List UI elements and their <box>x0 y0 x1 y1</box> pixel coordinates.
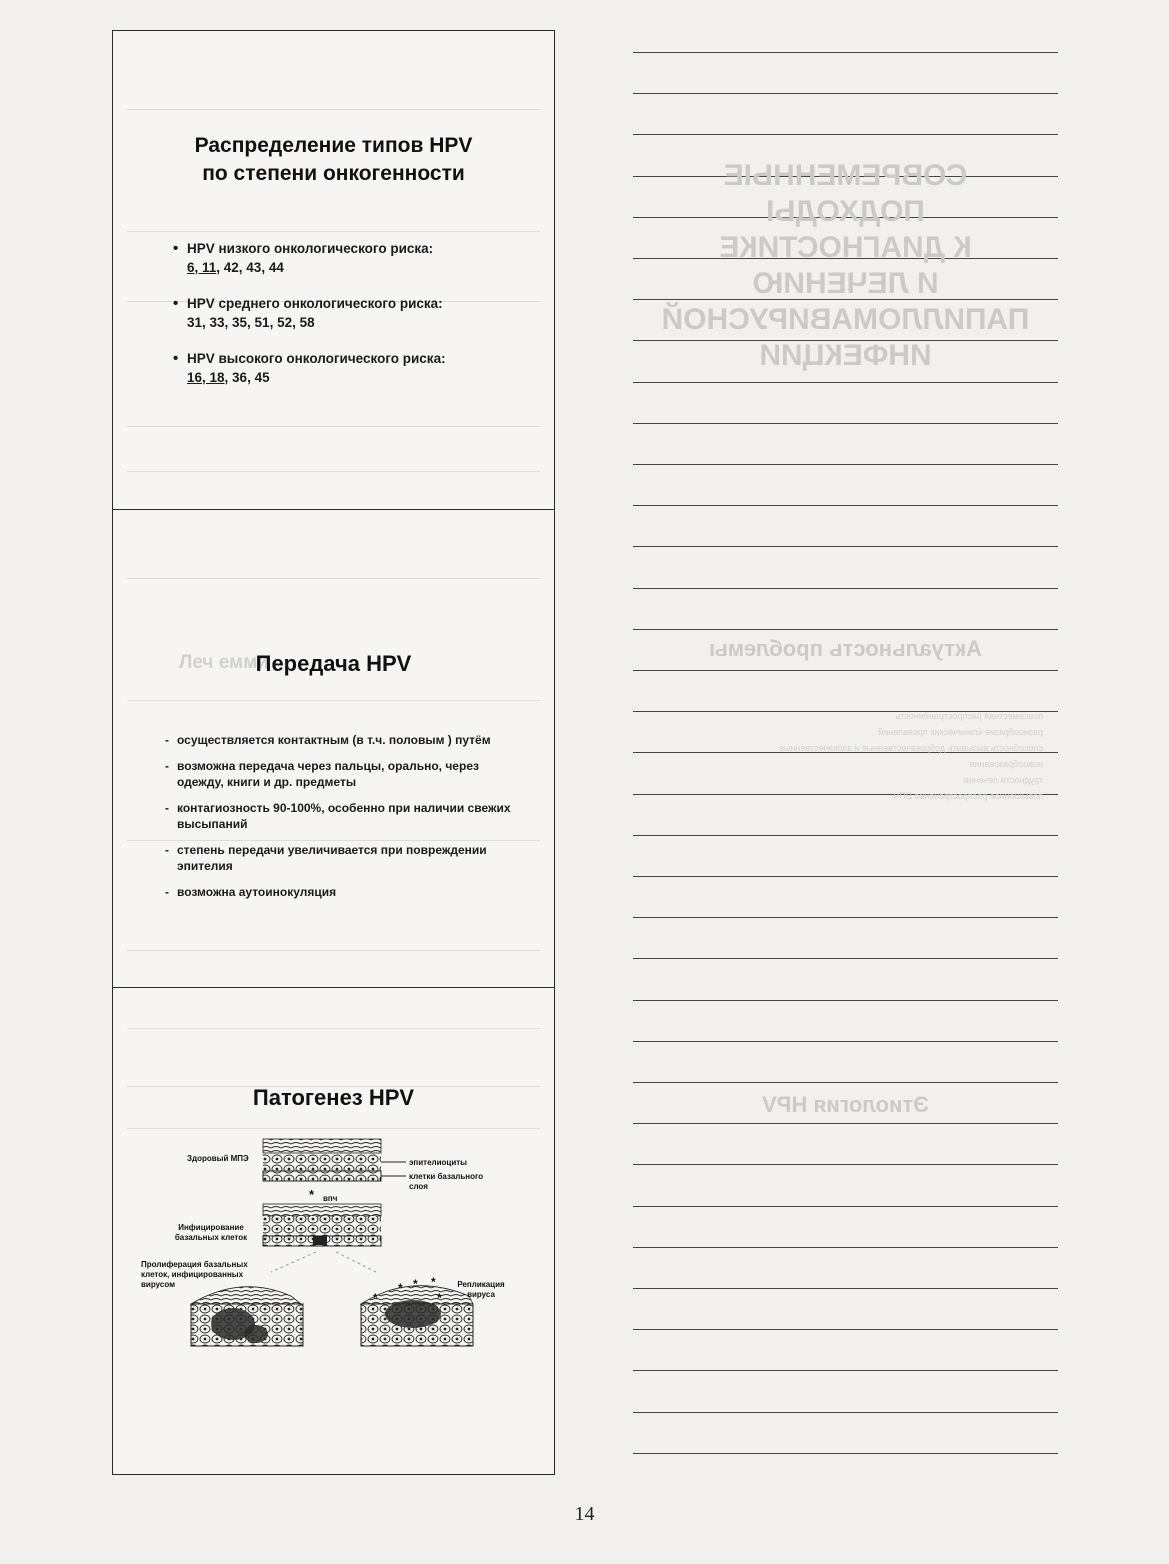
risk-item-high <box>173 349 530 387</box>
risk-label: HPV высокого онкологического риска: <box>187 351 446 366</box>
ruled-line <box>633 1041 1058 1042</box>
bleed-item: повсеместная распространённость <box>895 711 1043 721</box>
ruled-line <box>633 423 1058 424</box>
ruled-line <box>633 1412 1058 1413</box>
bleed-through-list <box>713 708 1043 804</box>
ruled-line <box>633 546 1058 547</box>
bleed-through-heading: Актуальность проблемы <box>709 636 982 661</box>
label-vpch: впч <box>323 1194 338 1203</box>
transmission-item: - осуществляется контактным (в т.ч. половым ) путём <box>165 732 524 748</box>
slide-hpv-distribution <box>113 31 554 509</box>
ruled-line <box>633 1000 1058 1001</box>
ruled-line <box>633 588 1058 589</box>
label-proliferation: Пролиферация базальных клеток, инфицированных вирусом <box>141 1260 248 1289</box>
bleed-through-etiology: Этиология HPV <box>762 1092 929 1117</box>
bleed-item: способность вызывать доброкачественные и злокачественные новообразования <box>778 743 1043 769</box>
ruled-line <box>633 835 1058 836</box>
ruled-line <box>633 1123 1058 1124</box>
bleed-line <box>127 426 540 427</box>
label-healthy: Здоровый МПЭ <box>187 1154 249 1163</box>
pathogenesis-diagram <box>141 1134 531 1454</box>
ruled-line <box>633 1164 1058 1165</box>
bleed-line-text: И ЛЕЧЕНИЮ <box>752 267 939 300</box>
bleed-line-text: К ДИАГНОСТИКЕ <box>719 231 972 264</box>
risk-item-medium <box>173 294 530 332</box>
bleed-line-text: СОВРЕМЕННЫЕ <box>723 159 968 192</box>
transmission-list <box>165 732 524 910</box>
transmission-item: - контагиозность 90-100%, особенно при наличии свежих высыпаний <box>165 800 524 832</box>
transmission-item: - степень передачи увеличивается при повреждении эпителия <box>165 842 524 874</box>
bleed-ghost-text: Леч емми <box>179 652 269 673</box>
virus-asterisk: * <box>373 1291 378 1305</box>
arrow-right <box>336 1252 376 1272</box>
virus-asterisk: * <box>398 1281 403 1295</box>
risk-values-rest: 31, 33, 35, 51, 52, 58 <box>187 315 315 330</box>
risk-label: HPV среднего онкологического риска: <box>187 296 443 311</box>
risk-values <box>187 313 530 332</box>
bleed-item: трудности лечения <box>963 775 1043 785</box>
ruled-line <box>633 670 1058 671</box>
label-infection: Инфицирование базальных клеток <box>174 1223 248 1242</box>
label-basal-cells: клетки базального слоя <box>409 1172 484 1191</box>
risk-values-rest: , 42, 43, 44 <box>216 260 284 275</box>
ruled-line <box>633 93 1058 94</box>
ruled-line <box>633 134 1058 135</box>
arrow-left <box>271 1252 316 1272</box>
risk-values <box>187 258 530 277</box>
bleed-through-title <box>633 158 1058 374</box>
ruled-line <box>633 52 1058 53</box>
ruled-line <box>633 1206 1058 1207</box>
ruled-line <box>633 629 1058 630</box>
risk-item-low <box>173 239 530 277</box>
transmission-item: - возможна аутоинокуляция <box>165 884 524 900</box>
label-epitheliocytes: эпителиоциты <box>409 1158 468 1167</box>
risk-values <box>187 368 530 387</box>
ruled-line <box>633 464 1058 465</box>
bleed-line <box>127 700 540 701</box>
transmission-item: - возможна передача через пальцы, орально, через одежду, книги и др. предметы <box>165 758 524 790</box>
bleed-line <box>127 578 540 579</box>
ruled-line <box>633 917 1058 918</box>
ruled-line <box>633 1370 1058 1371</box>
label-replication: Репликация вируса <box>457 1280 505 1299</box>
ruled-line <box>633 1247 1058 1248</box>
page-number: 14 <box>574 1503 595 1525</box>
bleed-line-text: ИНФЕКЦИИ <box>759 339 932 372</box>
infected-epithelium <box>263 1204 381 1246</box>
bleed-line <box>127 1028 540 1029</box>
bleed-line <box>127 1128 540 1129</box>
ruled-line <box>633 1288 1058 1289</box>
healthy-epithelium <box>263 1139 381 1181</box>
slides-column <box>112 30 555 1475</box>
risk-values-underlined: 16, 18 <box>187 370 225 385</box>
slide-hpv-transmission <box>113 509 554 988</box>
bleed-line <box>127 950 540 951</box>
ruled-line <box>633 505 1058 506</box>
bleed-line <box>127 109 540 110</box>
virus-asterisk: * <box>437 1291 442 1305</box>
virus-asterisk: * <box>413 1277 418 1291</box>
bleed-item: разнообразие клинических проявлений <box>878 727 1043 737</box>
bleed-line <box>127 231 540 232</box>
slide1-title-line1: Распределение типов HPV <box>194 134 473 157</box>
ruled-line <box>633 876 1058 877</box>
virus-asterisk: * <box>309 1187 315 1202</box>
ruled-line <box>633 382 1058 383</box>
risk-values-rest: , 36, 45 <box>224 370 270 385</box>
bleed-line <box>127 471 540 472</box>
risk-label: HPV низкого онкологического риска: <box>187 241 434 256</box>
risk-values-underlined: 6, 11 <box>187 260 217 275</box>
risk-list <box>173 239 530 404</box>
slide1-title-line2: по степени онкогенности <box>202 162 465 185</box>
slide1-title <box>113 132 554 188</box>
slide2-title: Передача HPV <box>255 651 412 676</box>
bleed-line-text: ПАПИЛЛОМАВИРУСНОЙ <box>661 303 1030 336</box>
ruled-line <box>633 1453 1058 1454</box>
slide3-title: Патогенез HPV <box>252 1085 415 1110</box>
virus-asterisk: * <box>431 1275 436 1289</box>
slide-hpv-pathogenesis <box>113 987 554 1475</box>
ruled-line <box>633 1329 1058 1330</box>
ruled-line <box>633 958 1058 959</box>
bleed-line-text: ПОДХОДЫ <box>766 195 925 228</box>
bleed-item: повышенное распространение ВПЧ <box>893 791 1043 801</box>
notes-column <box>633 30 1058 1475</box>
ruled-line <box>633 1082 1058 1083</box>
proliferation-epithelium <box>191 1287 303 1346</box>
